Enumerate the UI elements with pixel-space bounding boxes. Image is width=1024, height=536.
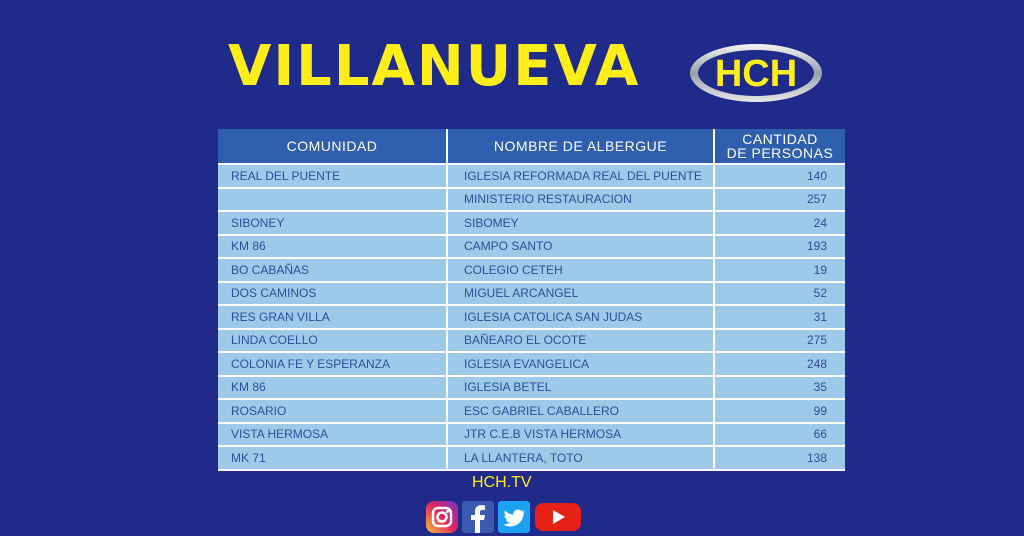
site-url[interactable]: HCH.TV — [472, 474, 532, 491]
table-row — [218, 375, 845, 399]
table-row — [218, 257, 845, 281]
table-header-row — [218, 129, 845, 163]
table-row — [218, 398, 845, 422]
cell-comunidad: KM 86 — [218, 375, 448, 399]
cell-comunidad: REAL DEL PUENTE — [218, 163, 448, 187]
shelter-table — [218, 129, 845, 471]
instagram-icon[interactable] — [425, 500, 459, 536]
cell-albergue: ESC GABRIEL CABALLERO — [448, 398, 715, 422]
cell-albergue: COLEGIO CETEH — [448, 257, 715, 281]
table-row — [218, 234, 845, 258]
cell-cantidad: 257 — [715, 187, 845, 211]
header-cantidad-line2: DE PERSONAS — [726, 145, 834, 161]
cell-comunidad: ROSARIO — [218, 398, 448, 422]
cell-cantidad: 19 — [715, 257, 845, 281]
youtube-icon[interactable] — [533, 500, 583, 536]
cell-albergue: MIGUEL ARCANGEL — [448, 281, 715, 305]
cell-comunidad: KM 86 — [218, 234, 448, 258]
page-title: VILLANUEVA — [228, 34, 641, 99]
table-row — [218, 163, 845, 187]
table-row — [218, 187, 845, 211]
header-nombre-albergue: NOMBRE DE ALBERGUE — [448, 129, 715, 163]
table-row — [218, 304, 845, 328]
logo-text: HCH — [714, 53, 798, 95]
table-row — [218, 445, 845, 469]
table-row — [218, 210, 845, 234]
twitter-icon[interactable] — [497, 500, 531, 536]
cell-comunidad: MK 71 — [218, 445, 448, 469]
header-cantidad-personas — [715, 129, 845, 163]
cell-albergue: JTR C.E.B VISTA HERMOSA — [448, 422, 715, 446]
cell-comunidad: RES GRAN VILLA — [218, 304, 448, 328]
cell-cantidad: 275 — [715, 328, 845, 352]
cell-comunidad — [218, 187, 448, 211]
cell-cantidad: 248 — [715, 351, 845, 375]
cell-albergue: BAÑEARO EL OCOTE — [448, 328, 715, 352]
hch-logo — [688, 42, 824, 104]
cell-albergue: MINISTERIO RESTAURACION — [448, 187, 715, 211]
cell-cantidad: 99 — [715, 398, 845, 422]
cell-albergue: IGLESIA REFORMADA REAL DEL PUENTE — [448, 163, 715, 187]
cell-comunidad: COLONIA FE Y ESPERANZA — [218, 351, 448, 375]
cell-cantidad: 66 — [715, 422, 845, 446]
cell-cantidad: 138 — [715, 445, 845, 469]
table-row — [218, 351, 845, 375]
cell-comunidad: LINDA COELLO — [218, 328, 448, 352]
cell-albergue: IGLESIA BETEL — [448, 375, 715, 399]
cell-albergue: CAMPO SANTO — [448, 234, 715, 258]
cell-cantidad: 24 — [715, 210, 845, 234]
cell-cantidad: 140 — [715, 163, 845, 187]
cell-cantidad: 52 — [715, 281, 845, 305]
cell-albergue: LA LLANTERA, TOTO — [448, 445, 715, 469]
header-cantidad-line1: CANTIDAD — [742, 131, 818, 147]
cell-comunidad: SIBONEY — [218, 210, 448, 234]
cell-cantidad: 31 — [715, 304, 845, 328]
cell-albergue: IGLESIA CATOLICA SAN JUDAS — [448, 304, 715, 328]
cell-albergue: IGLESIA EVANGELICA — [448, 351, 715, 375]
table-row — [218, 422, 845, 446]
cell-comunidad: VISTA HERMOSA — [218, 422, 448, 446]
social-icons — [425, 500, 583, 536]
cell-cantidad: 35 — [715, 375, 845, 399]
table-row — [218, 281, 845, 305]
header-comunidad: COMUNIDAD — [218, 129, 448, 163]
cell-comunidad: DOS CAMINOS — [218, 281, 448, 305]
cell-comunidad: BO CABAÑAS — [218, 257, 448, 281]
cell-albergue: SIBOMEY — [448, 210, 715, 234]
facebook-icon[interactable] — [461, 500, 495, 536]
table-row — [218, 328, 845, 352]
cell-cantidad: 193 — [715, 234, 845, 258]
